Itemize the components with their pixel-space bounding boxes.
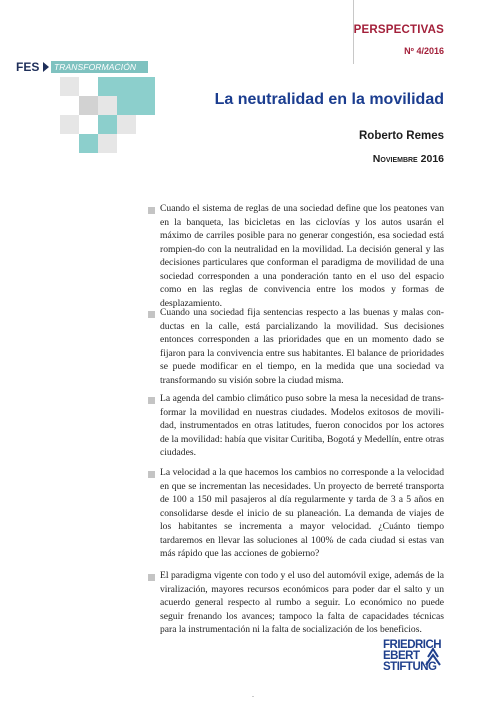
document-title: La neutralidad en la movilidad — [214, 91, 444, 108]
body-paragraph: La agenda del cambio climático puso sobre la mesa la necesidad de trans-formar la movilidad en nuestras ciudades. Modelos exitosos de movili-dad, instrumentados en otras latitudes, fueron conocidos por los actores de la movilidad: había que visitar Curitiba, Bogotá y Medellín, entre otras ciudades. — [160, 393, 444, 458]
decor-square — [98, 96, 117, 115]
publication-date: Noviembre 2016 — [372, 153, 444, 165]
decor-square — [136, 77, 155, 96]
decor-square — [79, 96, 98, 115]
fes-transformacion-logo — [16, 60, 148, 74]
logo-fes-text: FES — [16, 60, 40, 74]
bullet-square — [148, 574, 155, 581]
decor-square — [136, 96, 155, 115]
decor-square — [60, 115, 79, 134]
logo-subtitle: TRANSFORMACIÓN — [54, 62, 137, 72]
body-paragraph: Cuando una sociedad fija sentencias respecto a las buenas y malas con-ductas en la calle, está parcializando la movilidad. Sus decisiones entonces corresponden a las prioridades que en un momento dado se fijaron para la convivencia entre sus habitantes. El balance de prioridades se puede modificar en el tiempo, en la medida que una sociedad va transformando su visión sobre la ciudad misma. — [160, 307, 444, 386]
fes-logo-line: FRIEDRICH — [383, 639, 442, 651]
fes-logo-line: EBERT — [383, 650, 420, 662]
decor-square — [98, 115, 117, 134]
series-label: PERSPECTIVAS — [353, 24, 444, 36]
body-paragraph: Cuando el sistema de reglas de una sociedad define que los peatones van en la banqueta, las bicicletas en las ciclovías y los autos usarán el máximo de carriles posible para no generar congestión, esa sociedad está rompien-do con la neutralidad en la movilidad. La decisión general y las decisiones particulares que conforman el paradigma de movilidad de una sociedad corresponden a una ponderación tanto en el uso del espacio como en las reglas de convivencia entre los modos y formas de desplazamiento. — [160, 203, 444, 309]
decor-square — [98, 134, 117, 153]
decor-square — [117, 77, 136, 96]
fes-emblem-icon — [424, 643, 442, 671]
issue-number: Nº 4/2016 — [404, 46, 444, 56]
bullet-square — [148, 311, 155, 318]
decor-square — [117, 96, 136, 115]
body-paragraph: La velocidad a la que hacemos los cambios no corresponde a la velocidad en que se incrementan las necesidades. Un proyecto de berreté transporta de 100 a 150 mil pasajeros al día regularmente y tarda de 3 a 5 años en consolidarse desde el inicio de su planeación. La demanda de viajes de los habitantes se incrementa a mayor velocidad. ¿Cuánto tiempo tardaremos en llevar las soluciones al 100% de cada ciudad si estas van más rápido que las acciones de gobierno? — [160, 467, 444, 559]
decor-square — [79, 134, 98, 153]
bullet-square — [148, 397, 155, 404]
body-paragraph: El paradigma vigente con todo y el uso del automóvil exige, además de la viralización, mayores recursos económicos para poder dar el salto y un acuerdo general respecto al rumbo a seguir. Lo económico no puede seguir frenando los avances; tampoco la falta de capacidades técnicas para la instrumentación ni la falta de socialización de los beneficios. — [160, 570, 444, 635]
page-mark: . — [252, 690, 254, 699]
friedrich-ebert-stiftung-logo — [383, 640, 445, 673]
decor-square — [98, 77, 117, 96]
logo-arrow-icon — [43, 62, 49, 72]
bullet-square — [148, 471, 155, 478]
author-name: Roberto Remes — [359, 130, 444, 142]
decor-square — [60, 77, 79, 96]
decor-square — [117, 115, 136, 134]
fes-logo-line: STIFTUNG — [383, 661, 437, 673]
bullet-square — [148, 207, 155, 214]
